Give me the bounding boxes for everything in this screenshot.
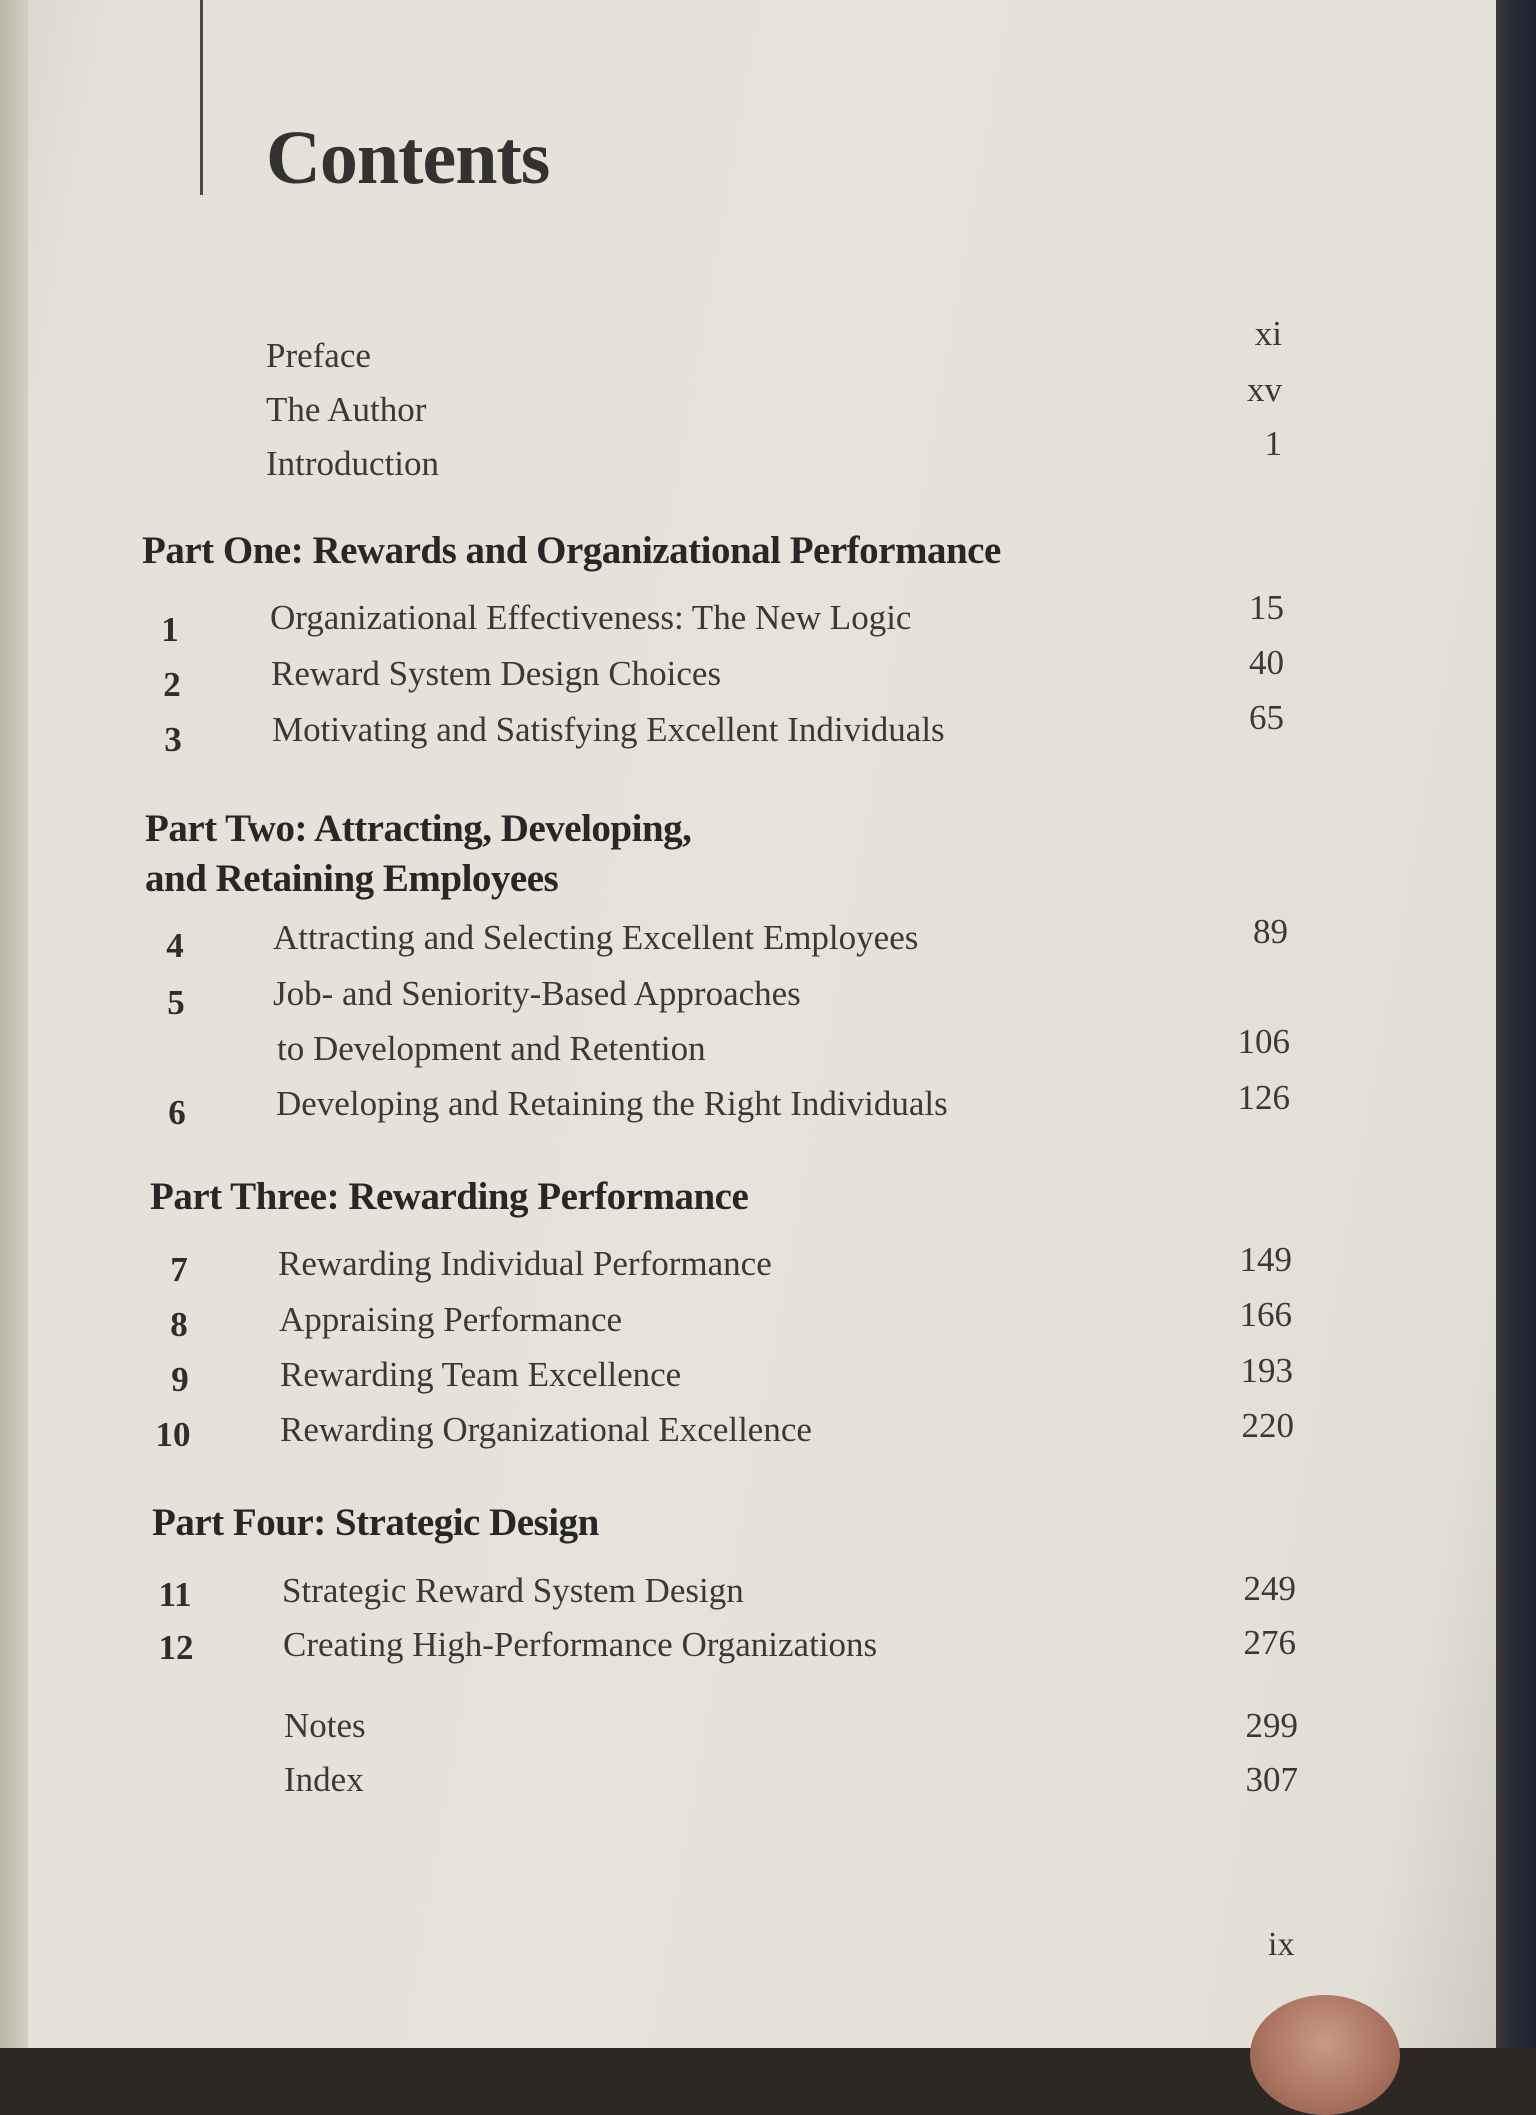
chapter-number: 2 — [163, 665, 181, 704]
chapter-page: 106 — [1237, 1022, 1290, 1061]
thumb — [1250, 1995, 1400, 2115]
page-number: ix — [1268, 1926, 1295, 1963]
toc-entry-index: Index — [284, 1760, 364, 1799]
chapter-title: Reward System Design Choices — [271, 654, 722, 693]
chapter-number: 7 — [170, 1250, 188, 1289]
toc-entry-introduction: Introduction — [266, 444, 440, 483]
chapter-title: Creating High-Performance Organizations — [283, 1625, 878, 1664]
chapter-title: Developing and Retaining the Right Individuals — [276, 1084, 948, 1123]
chapter-page: 166 — [1239, 1295, 1292, 1334]
toc-entry-notes: Notes — [284, 1706, 366, 1745]
chapter-title: Strategic Reward System Design — [282, 1571, 744, 1610]
chapter-title: Attracting and Selecting Excellent Employees — [273, 918, 919, 957]
book-edge — [1496, 0, 1536, 2048]
page-title: Contents — [266, 116, 550, 200]
chapter-number: 1 — [161, 610, 179, 649]
toc-page-introduction: 1 — [1264, 424, 1282, 463]
chapter-title: Motivating and Satisfying Excellent Individuals — [272, 710, 945, 749]
chapter-page: 89 — [1253, 912, 1288, 951]
chapter-number: 8 — [170, 1305, 188, 1344]
toc-page-preface: xi — [1254, 314, 1282, 353]
chapter-title: Organizational Effectiveness: The New Logic — [270, 598, 912, 637]
chapter-page: 249 — [1243, 1569, 1296, 1608]
chapter-number: 5 — [167, 983, 185, 1022]
chapter-number: 4 — [166, 926, 184, 965]
chapter-page: 40 — [1249, 643, 1284, 682]
chapter-title: Job- and Seniority-Based Approaches — [273, 974, 801, 1013]
chapter-page: 65 — [1249, 698, 1284, 737]
chapter-title: Appraising Performance — [279, 1300, 623, 1339]
chapter-number: 9 — [171, 1360, 189, 1399]
part-title: Part Four: Strategic Design — [152, 1501, 599, 1544]
title-rule — [200, 0, 203, 195]
part-title: Part One: Rewards and Organizational Performance — [142, 529, 1001, 572]
part-title: Part Three: Rewarding Performance — [150, 1175, 749, 1218]
toc-page-author: xv — [1247, 370, 1282, 409]
toc-entry-preface: Preface — [266, 336, 371, 375]
chapter-title: Rewarding Individual Performance — [278, 1244, 772, 1283]
chapter-number: 10 — [155, 1415, 191, 1454]
chapter-number: 12 — [158, 1628, 194, 1667]
chapter-number: 11 — [158, 1575, 192, 1614]
toc-entry-author: The Author — [266, 390, 427, 429]
chapter-page: 276 — [1243, 1623, 1296, 1662]
chapter-page: 149 — [1239, 1240, 1292, 1279]
chapter-page: 220 — [1241, 1406, 1294, 1445]
part-title: Part Two: Attracting, Developing, — [145, 807, 692, 850]
chapter-title: Rewarding Team Excellence — [280, 1355, 682, 1394]
chapter-page: 126 — [1237, 1078, 1290, 1117]
toc-page-notes: 299 — [1245, 1706, 1298, 1745]
chapter-page: 15 — [1249, 588, 1284, 627]
chapter-title: Rewarding Organizational Excellence — [280, 1410, 812, 1449]
toc-page-index: 307 — [1245, 1760, 1298, 1799]
page-gutter — [0, 0, 28, 2048]
chapter-number: 3 — [164, 720, 182, 759]
chapter-page: 193 — [1240, 1351, 1293, 1390]
chapter-title-continued: to Development and Retention — [277, 1029, 706, 1068]
part-title-continued: and Retaining Employees — [145, 857, 559, 900]
chapter-number: 6 — [168, 1093, 186, 1132]
